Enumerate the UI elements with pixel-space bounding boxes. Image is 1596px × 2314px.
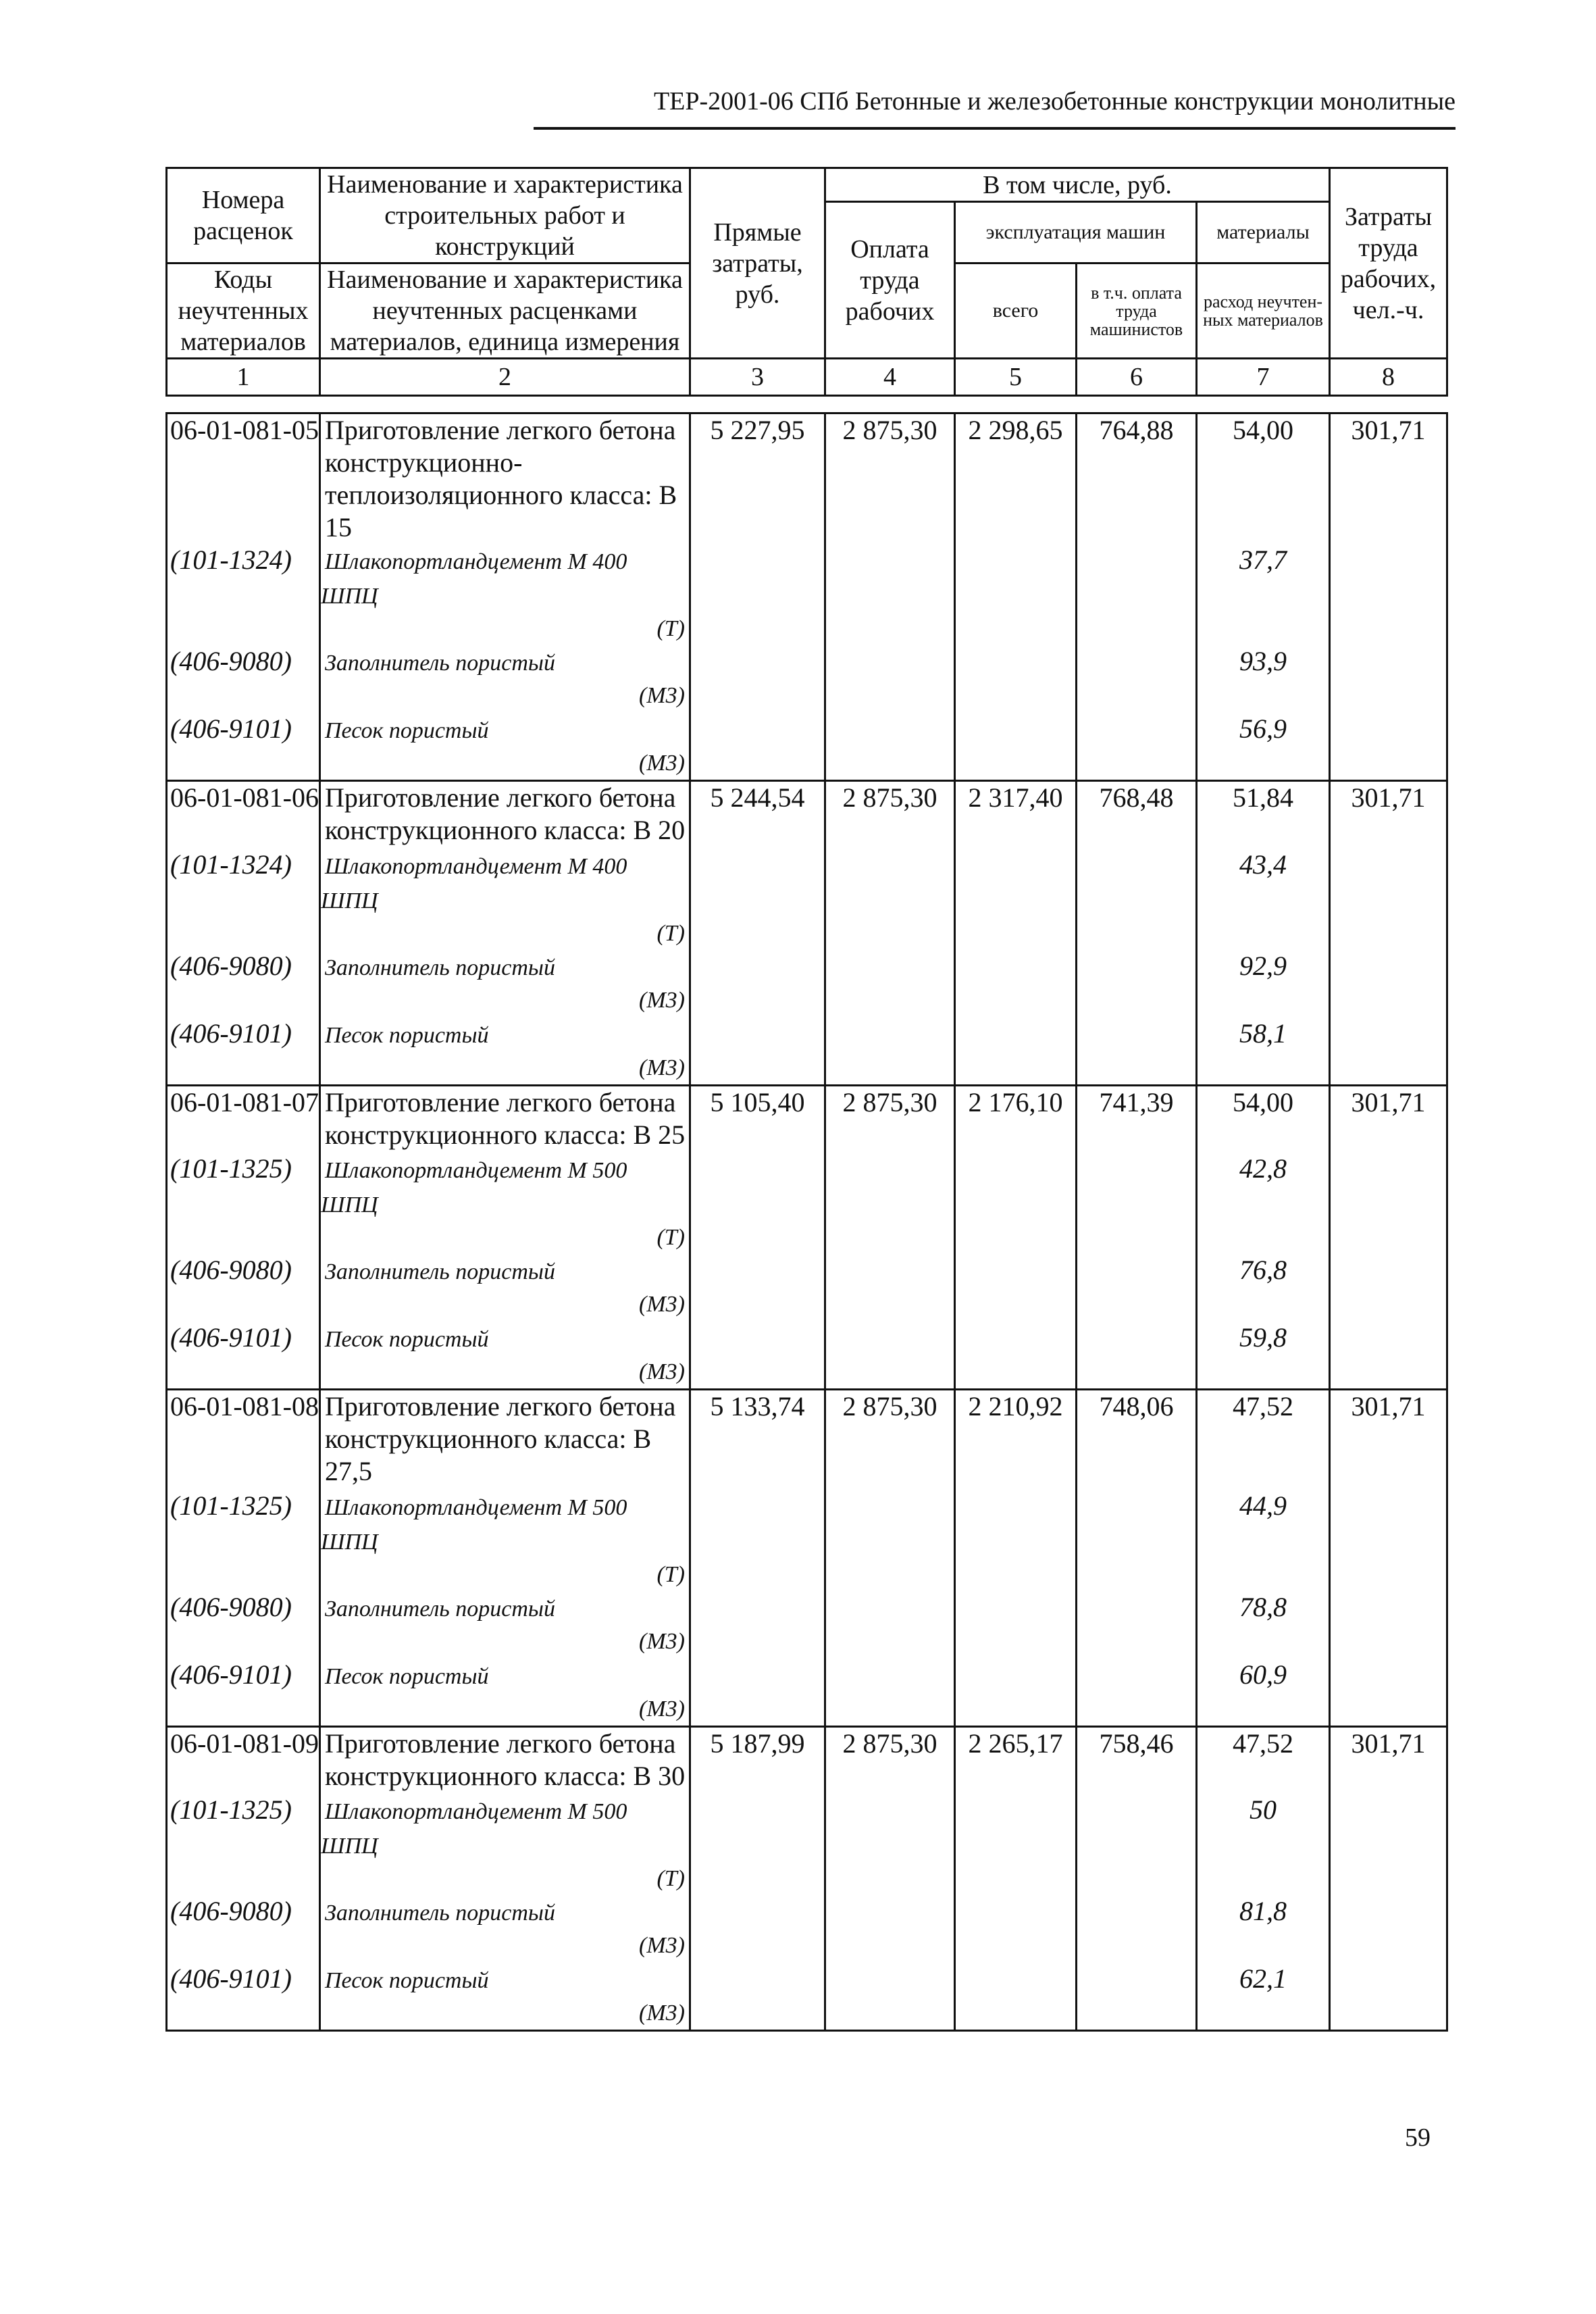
material-row [167, 1322, 1447, 1390]
material-code: (406-9080) [167, 1254, 320, 1322]
material-quantity: 62,1 [1197, 1963, 1330, 2031]
material-name-cell [320, 1490, 690, 1591]
rate-row [167, 1085, 1447, 1153]
material-row [167, 1591, 1447, 1659]
material-name: Песок пористый [325, 718, 489, 743]
empty-cell [955, 645, 1077, 713]
material-code: (101-1324) [167, 849, 320, 950]
empty-cell [1330, 1963, 1447, 2031]
document-title: ТЕР-2001-06 СПб Бетонные и железобетонные конструкции монолитные [653, 87, 1456, 116]
materials-value: 54,00 [1197, 1085, 1330, 1153]
header-including: В том числе, руб. [825, 168, 1330, 202]
empty-cell [955, 1963, 1077, 2031]
empty-cell [825, 1017, 955, 1086]
material-name-cell [320, 1794, 690, 1895]
material-unit: (М3) [639, 987, 685, 1013]
material-row [167, 1153, 1447, 1254]
material-code: (406-9101) [167, 1322, 320, 1390]
empty-cell [1330, 950, 1447, 1017]
page-number: 59 [1405, 2123, 1431, 2152]
empty-cell [1330, 1490, 1447, 1591]
material-name-cell [320, 1963, 690, 2031]
header-machines-total: всего [955, 263, 1077, 359]
empty-cell [1077, 1659, 1197, 1727]
material-name-cell [320, 1153, 690, 1254]
labor-hours: 301,71 [1330, 1726, 1447, 1794]
empty-cell [1077, 1963, 1197, 2031]
empty-cell [1077, 950, 1197, 1017]
column-number: 7 [1197, 359, 1330, 396]
header-material-usage: расход неучтен-ных материалов [1197, 263, 1330, 359]
empty-cell [1077, 849, 1197, 950]
empty-cell [1077, 1794, 1197, 1895]
empty-cell [1330, 1254, 1447, 1322]
empty-cell [955, 849, 1077, 950]
material-name-cell [320, 1017, 690, 1086]
rate-row [167, 413, 1447, 545]
empty-cell [825, 544, 955, 645]
empty-cell [690, 1254, 825, 1322]
rate-name: Приготовление легкого бетона конструкционного класса: В 30 [320, 1726, 690, 1794]
rate-name: Приготовление легкого бетона конструкционно-теплоизоляционного класса: В 15 [320, 413, 690, 545]
header-work-name: Наименование и характеристика строительных работ и конструкций [320, 168, 690, 263]
header-rate-numbers: Номера расценок [167, 168, 320, 263]
material-unit: (М3) [639, 683, 685, 708]
material-name-cell [320, 544, 690, 645]
material-code: (406-9101) [167, 713, 320, 781]
material-unit: (М3) [639, 1359, 685, 1384]
direct-costs: 5 244,54 [690, 781, 825, 849]
rate-name: Приготовление легкого бетона конструкционного класса: В 25 [320, 1085, 690, 1153]
material-code: (101-1325) [167, 1490, 320, 1591]
direct-costs: 5 187,99 [690, 1726, 825, 1794]
header-materials: материалы [1197, 202, 1330, 263]
empty-cell [690, 1963, 825, 2031]
material-quantity: 37,7 [1197, 544, 1330, 645]
empty-cell [825, 1490, 955, 1591]
column-number: 5 [955, 359, 1077, 396]
empty-cell [825, 1794, 955, 1895]
empty-cell [825, 1591, 955, 1659]
empty-cell [825, 1254, 955, 1322]
material-row [167, 1254, 1447, 1322]
material-name: Песок пористый [325, 1327, 489, 1352]
machinists-pay: 748,06 [1077, 1390, 1197, 1490]
empty-cell [955, 544, 1077, 645]
empty-cell [1330, 1322, 1447, 1390]
empty-cell [1330, 1017, 1447, 1086]
empty-cell [1077, 645, 1197, 713]
material-name: Заполнитель пористый [325, 651, 555, 676]
material-row [167, 1017, 1447, 1086]
empty-cell [955, 1591, 1077, 1659]
material-name: Заполнитель пористый [325, 1901, 555, 1926]
rate-code: 06-01-081-08 [167, 1390, 320, 1490]
empty-cell [1077, 1153, 1197, 1254]
material-quantity: 60,9 [1197, 1659, 1330, 1727]
material-code: (101-1324) [167, 544, 320, 645]
column-number: 2 [320, 359, 690, 396]
material-row [167, 849, 1447, 950]
empty-cell [690, 1895, 825, 1963]
empty-cell [1330, 1895, 1447, 1963]
material-unit: (М3) [639, 1933, 685, 1958]
material-row [167, 713, 1447, 781]
empty-cell [1330, 1591, 1447, 1659]
material-name: Шлакопортландцемент М 500 ШПЦ [321, 1799, 627, 1859]
material-unit: (М3) [639, 2001, 685, 2026]
empty-cell [690, 645, 825, 713]
material-name: Песок пористый [325, 1663, 489, 1689]
empty-cell [1077, 1895, 1197, 1963]
materials-value: 47,52 [1197, 1726, 1330, 1794]
header-machines: эксплуатация машин [955, 202, 1197, 263]
material-name: Заполнитель пористый [325, 1596, 555, 1621]
header-labor-pay: Оплата труда рабочих [825, 202, 955, 359]
material-quantity: 43,4 [1197, 849, 1330, 950]
material-row [167, 1490, 1447, 1591]
material-quantity: 42,8 [1197, 1153, 1330, 1254]
empty-cell [955, 1895, 1077, 1963]
material-row [167, 1895, 1447, 1963]
material-code: (406-9080) [167, 1895, 320, 1963]
material-code: (101-1325) [167, 1794, 320, 1895]
machines-total: 2 298,65 [955, 413, 1077, 545]
material-row [167, 645, 1447, 713]
material-unit: (Т) [657, 1561, 685, 1587]
empty-cell [955, 1153, 1077, 1254]
material-quantity: 92,9 [1197, 950, 1330, 1017]
column-number: 6 [1077, 359, 1197, 396]
empty-cell [825, 1322, 955, 1390]
labor-hours: 301,71 [1330, 781, 1447, 849]
machines-total: 2 210,92 [955, 1390, 1077, 1490]
empty-cell [955, 1794, 1077, 1895]
empty-cell [955, 1017, 1077, 1086]
empty-cell [690, 544, 825, 645]
empty-cell [1330, 544, 1447, 645]
column-number: 4 [825, 359, 955, 396]
empty-cell [1077, 713, 1197, 781]
rate-row [167, 1726, 1447, 1794]
empty-cell [955, 1254, 1077, 1322]
material-code: (406-9101) [167, 1017, 320, 1086]
labor-hours: 301,71 [1330, 1085, 1447, 1153]
empty-cell [690, 713, 825, 781]
material-name-cell [320, 1322, 690, 1390]
empty-cell [955, 1490, 1077, 1591]
rate-name: Приготовление легкого бетона конструкционного класса: В 20 [320, 781, 690, 849]
material-name-cell [320, 1895, 690, 1963]
empty-cell [825, 713, 955, 781]
rate-row [167, 1390, 1447, 1490]
labor-pay: 2 875,30 [825, 1085, 955, 1153]
material-unit: (Т) [657, 616, 685, 641]
empty-cell [1330, 713, 1447, 781]
material-name: Заполнитель пористый [325, 1259, 555, 1284]
machines-total: 2 265,17 [955, 1726, 1077, 1794]
labor-pay: 2 875,30 [825, 1390, 955, 1490]
materials-value: 47,52 [1197, 1390, 1330, 1490]
material-row [167, 950, 1447, 1017]
rate-row [167, 781, 1447, 849]
material-name: Шлакопортландцемент М 500 ШПЦ [321, 1494, 627, 1555]
column-number: 8 [1330, 359, 1447, 396]
material-code: (406-9080) [167, 950, 320, 1017]
direct-costs: 5 105,40 [690, 1085, 825, 1153]
empty-cell [690, 950, 825, 1017]
labor-hours: 301,71 [1330, 413, 1447, 545]
material-row [167, 1963, 1447, 2031]
empty-cell [955, 713, 1077, 781]
empty-cell [1077, 1017, 1197, 1086]
labor-pay: 2 875,30 [825, 781, 955, 849]
material-name: Песок пористый [325, 1022, 489, 1048]
material-name: Заполнитель пористый [325, 955, 555, 980]
material-unit: (Т) [657, 1225, 685, 1250]
material-code: (406-9080) [167, 645, 320, 713]
empty-cell [690, 1017, 825, 1086]
column-number: 1 [167, 359, 320, 396]
machinists-pay: 768,48 [1077, 781, 1197, 849]
empty-cell [690, 1153, 825, 1254]
header-material-codes: Коды неучтенных материалов [167, 263, 320, 359]
labor-pay: 2 875,30 [825, 1726, 955, 1794]
empty-cell [825, 1895, 955, 1963]
header-material-names: Наименование и характеристика неучтенных расценками материалов, единица измерения [320, 263, 690, 359]
empty-cell [1077, 1254, 1197, 1322]
empty-cell [690, 1490, 825, 1591]
empty-cell [1330, 1794, 1447, 1895]
rate-code: 06-01-081-09 [167, 1726, 320, 1794]
material-name-cell [320, 950, 690, 1017]
material-name: Шлакопортландцемент М 400 ШПЦ [321, 549, 627, 609]
material-unit: (М3) [639, 751, 685, 776]
materials-value: 51,84 [1197, 781, 1330, 849]
material-name-cell [320, 1591, 690, 1659]
header-machinists-pay: в т.ч. оплата труда машинистов [1077, 263, 1197, 359]
rates-table [165, 412, 1448, 2032]
empty-cell [1077, 1490, 1197, 1591]
material-name: Шлакопортландцемент М 500 ШПЦ [321, 1158, 627, 1217]
material-quantity: 50 [1197, 1794, 1330, 1895]
machinists-pay: 758,46 [1077, 1726, 1197, 1794]
material-name-cell [320, 849, 690, 950]
material-quantity: 58,1 [1197, 1017, 1330, 1086]
material-unit: (М3) [639, 1055, 685, 1080]
empty-cell [825, 645, 955, 713]
material-quantity: 44,9 [1197, 1490, 1330, 1591]
material-quantity: 78,8 [1197, 1591, 1330, 1659]
material-quantity: 81,8 [1197, 1895, 1330, 1963]
material-code: (406-9080) [167, 1591, 320, 1659]
material-unit: (М3) [639, 1628, 685, 1654]
material-code: (101-1325) [167, 1153, 320, 1254]
empty-cell [955, 950, 1077, 1017]
material-name-cell [320, 713, 690, 781]
material-row [167, 1659, 1447, 1727]
table-header [165, 167, 1448, 397]
rate-name: Приготовление легкого бетона конструкционного класса: В 27,5 [320, 1390, 690, 1490]
machines-total: 2 176,10 [955, 1085, 1077, 1153]
direct-costs: 5 227,95 [690, 413, 825, 545]
material-quantity: 59,8 [1197, 1322, 1330, 1390]
material-code: (406-9101) [167, 1659, 320, 1727]
empty-cell [690, 1591, 825, 1659]
material-name: Песок пористый [325, 1968, 489, 1993]
rate-code: 06-01-081-05 [167, 413, 320, 545]
empty-cell [1330, 849, 1447, 950]
empty-cell [690, 1659, 825, 1727]
machines-total: 2 317,40 [955, 781, 1077, 849]
empty-cell [825, 1153, 955, 1254]
machinists-pay: 741,39 [1077, 1085, 1197, 1153]
material-name-cell [320, 1254, 690, 1322]
empty-cell [825, 950, 955, 1017]
material-quantity: 56,9 [1197, 713, 1330, 781]
empty-cell [1077, 544, 1197, 645]
material-name-cell [320, 1659, 690, 1727]
empty-cell [1077, 1591, 1197, 1659]
rate-code: 06-01-081-06 [167, 781, 320, 849]
empty-cell [955, 1659, 1077, 1727]
material-name-cell [320, 645, 690, 713]
material-unit: (Т) [657, 1866, 685, 1891]
direct-costs: 5 133,74 [690, 1390, 825, 1490]
material-code: (406-9101) [167, 1963, 320, 2031]
materials-value: 54,00 [1197, 413, 1330, 545]
empty-cell [825, 849, 955, 950]
empty-cell [825, 1659, 955, 1727]
labor-pay: 2 875,30 [825, 413, 955, 545]
empty-cell [690, 849, 825, 950]
empty-cell [1330, 1659, 1447, 1727]
material-row [167, 1794, 1447, 1895]
empty-cell [1077, 1322, 1197, 1390]
material-unit: (Т) [657, 920, 685, 946]
empty-cell [1330, 645, 1447, 713]
column-number: 3 [690, 359, 825, 396]
empty-cell [955, 1322, 1077, 1390]
labor-hours: 301,71 [1330, 1390, 1447, 1490]
empty-cell [1330, 1153, 1447, 1254]
empty-cell [690, 1794, 825, 1895]
empty-cell [825, 1963, 955, 2031]
header-direct-costs: Прямые затраты, руб. [690, 168, 825, 359]
material-unit: (М3) [639, 1292, 685, 1317]
machinists-pay: 764,88 [1077, 413, 1197, 545]
empty-cell [690, 1322, 825, 1390]
rate-code: 06-01-081-07 [167, 1085, 320, 1153]
material-quantity: 76,8 [1197, 1254, 1330, 1322]
material-row [167, 544, 1447, 645]
material-quantity: 93,9 [1197, 645, 1330, 713]
page-header [534, 86, 1456, 130]
material-unit: (М3) [639, 1696, 685, 1721]
header-labor-hours: Затраты труда рабочих, чел.-ч. [1330, 168, 1447, 359]
material-name: Шлакопортландцемент М 400 ШПЦ [321, 853, 627, 913]
